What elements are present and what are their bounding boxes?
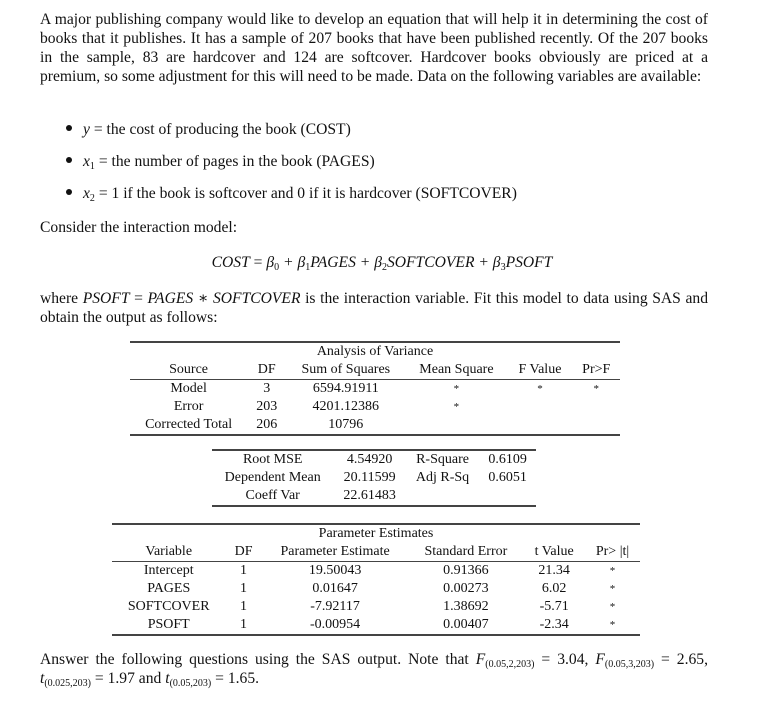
- table-cell: 1: [240, 599, 248, 614]
- table-row: [112, 616, 640, 635]
- table-cell: *: [609, 583, 616, 595]
- table-title: Parameter Estimates: [112, 524, 640, 543]
- table-row: [212, 487, 536, 506]
- table-cell: Coeff Var: [212, 487, 333, 506]
- table-header-row: [130, 361, 620, 380]
- column-header: t Value: [523, 543, 585, 562]
- table-cell: 6.02: [541, 581, 567, 596]
- table-cell: [406, 487, 479, 506]
- bullet-dot-icon: [66, 157, 72, 163]
- table-cell: R-Square: [406, 450, 479, 469]
- table-cell: 10796: [286, 416, 405, 435]
- table-cell: 1.38692: [443, 599, 489, 614]
- table-cell: PAGES: [147, 581, 191, 596]
- table-cell: -2.34: [523, 616, 585, 635]
- bullet-dot-icon: [66, 125, 72, 131]
- table-cell: Error: [173, 399, 204, 414]
- table-cell: [507, 398, 572, 416]
- column-header: Sum of Squares: [286, 361, 405, 380]
- table-cell: SOFTCOVER: [127, 599, 210, 614]
- table-cell: 0.91366: [443, 563, 489, 578]
- table-cell: *: [453, 401, 460, 413]
- parameter-estimates-table: [112, 523, 640, 636]
- table-cell: 1: [240, 563, 248, 578]
- table-cell: *: [537, 383, 543, 395]
- bullet-pages: $x_1$ = the number of pages in the book (PAGES): [66, 153, 375, 171]
- table-cell: Root MSE: [212, 450, 333, 469]
- table-cell: 0.00407: [408, 616, 523, 635]
- column-header: Standard Error: [408, 543, 523, 562]
- anova-table: [130, 341, 620, 436]
- table-cell: *: [585, 616, 640, 635]
- table-cell: 0.6051: [488, 470, 527, 485]
- table-cell: PSOFT: [112, 616, 225, 635]
- table-cell: 0.00273: [443, 581, 489, 596]
- column-header: Pr> |t|: [585, 543, 640, 562]
- table-header-row: [112, 543, 640, 562]
- column-header: Mean Square: [405, 361, 507, 380]
- table-row: [130, 416, 620, 435]
- table-cell: [479, 487, 536, 506]
- table-row: [130, 398, 620, 416]
- table-cell: 3: [263, 381, 271, 396]
- table-cell: 0.01647: [312, 581, 358, 596]
- table-cell: 20.11599: [343, 470, 396, 485]
- consider-text: Consider the interaction model:: [40, 219, 238, 236]
- table-cell: Adj R-Sq: [415, 470, 470, 485]
- table-cell: 4.54920: [333, 450, 405, 469]
- table-row: [212, 469, 536, 487]
- table-cell: *: [609, 601, 616, 613]
- intro-paragraph: A major publishing company would like to develop an equation that will help it in determining the cost of books that it publishes. It has a sample of 207 books that have been published recently. Of the 207 books in the sample, 83 are hardcover and 124 are softcover. Hardcover books obviously are priced at a premium, so some adjustment for this will need to be made. Data on the following variables are available:: [40, 11, 708, 85]
- column-header: Parameter Estimate: [262, 543, 409, 562]
- table-cell: 22.61483: [333, 487, 405, 506]
- where-paragraph: where PSOFT = PAGES ∗ SOFTCOVER is the interaction variable. Fit this model to data using SAS and obtain the output as follows:: [40, 290, 708, 326]
- table-cell: Dependent Mean: [224, 470, 321, 485]
- table-cell: -5.71: [539, 599, 569, 614]
- table-cell: 1: [225, 616, 261, 635]
- table-cell: -0.00954: [262, 616, 409, 635]
- table-cell: [507, 416, 572, 435]
- table-cell: 4201.12386: [312, 399, 380, 414]
- table-cell: 19.50043: [308, 563, 362, 578]
- fit-statistics-table: [212, 449, 536, 507]
- table-row: [112, 580, 640, 598]
- model-equation: COST = $\beta_0$ + $\beta_1PAGES$ + $\beta_2SOFTCOVER$ + $\beta_3PSOFT$: [211, 254, 553, 273]
- column-header: Pr>F: [572, 361, 620, 380]
- table-row: [130, 380, 620, 399]
- bullet-softcover: $x_2 = 1$ if the book is softcover and 0 if it is hardcover (SOFTCOVER): [66, 185, 517, 203]
- table-cell: 6594.91911: [312, 381, 379, 396]
- column-header: DF: [225, 543, 261, 562]
- column-header: DF: [247, 361, 286, 380]
- table-cell: 21.34: [538, 563, 570, 578]
- bullet-dot-icon: [66, 189, 72, 195]
- answer-paragraph: Answer the following questions using the SAS output. Note that $F_{(0.05,2,203)} = 3.04$, $F_{(0.05,3,203)} = 2.65$, $t_{(0.025,203)} = 1.97$ and $t_{(0.05,203)} = 1.65$.: [40, 651, 708, 689]
- table-row: [112, 598, 640, 616]
- table-cell: [572, 398, 620, 416]
- table-cell: 1: [240, 581, 248, 596]
- bullet-cost: y = the cost of producing the book (COST): [66, 121, 351, 139]
- table-cell: Corrected Total: [130, 416, 247, 435]
- table-cell: 203: [256, 399, 278, 414]
- table-cell: [405, 416, 507, 435]
- column-header: Source: [130, 361, 247, 380]
- column-header: Variable: [112, 543, 225, 562]
- table-cell: 206: [247, 416, 286, 435]
- table-cell: [572, 416, 620, 435]
- column-header: F Value: [507, 361, 572, 380]
- table-cell: Model: [170, 381, 207, 396]
- table-cell: *: [593, 383, 599, 395]
- table-cell: -7.92117: [310, 599, 360, 614]
- table-row: [212, 450, 536, 469]
- table-cell: Intercept: [143, 563, 194, 578]
- table-title-row: [112, 524, 640, 543]
- table-cell: *: [453, 383, 460, 395]
- table-cell: 0.6109: [479, 450, 536, 469]
- table-row: [112, 562, 640, 581]
- table-title: Analysis of Variance: [130, 342, 620, 361]
- table-title-row: [130, 342, 620, 361]
- table-cell: *: [609, 565, 616, 577]
